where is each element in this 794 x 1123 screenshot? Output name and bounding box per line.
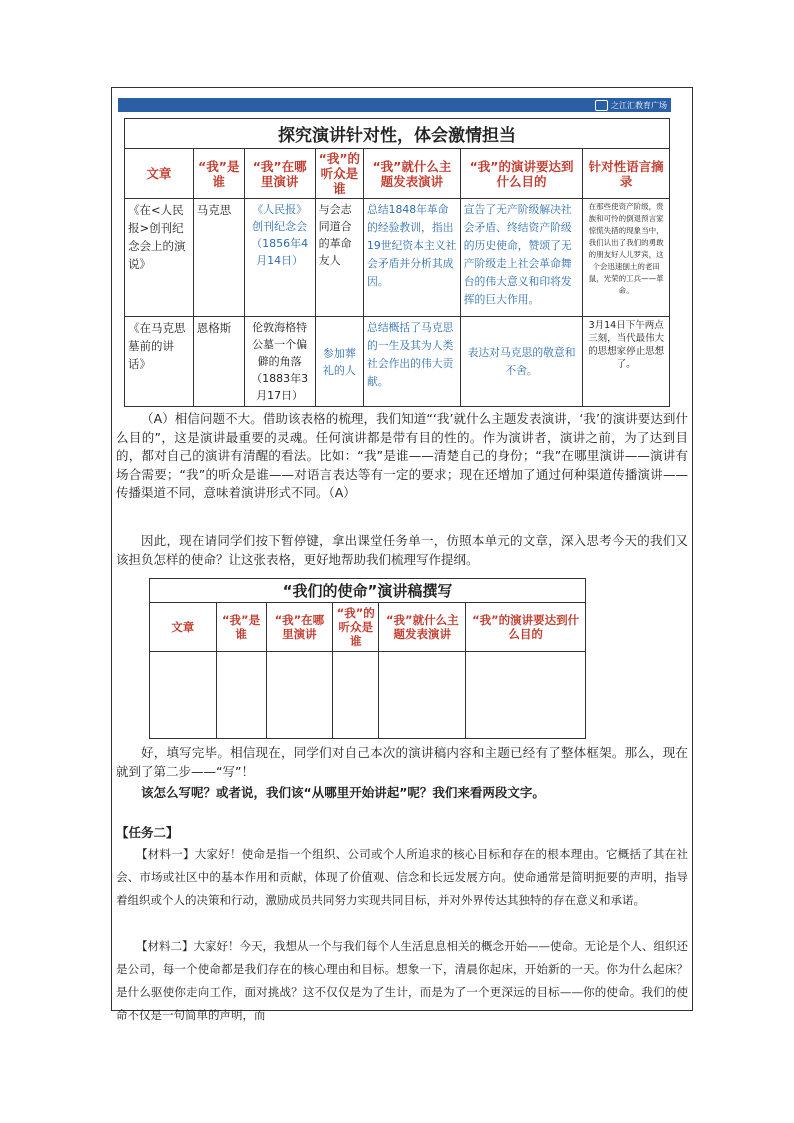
header-article: 文章 bbox=[125, 149, 194, 199]
blank-cell[interactable] bbox=[379, 652, 466, 739]
header-goal: “我”的演讲要达到什么目的 bbox=[466, 603, 586, 652]
task-title: 【任务二】 bbox=[116, 825, 179, 840]
blank-cell[interactable] bbox=[150, 652, 217, 739]
row2-article: 《在马克思墓前的讲话》 bbox=[125, 317, 194, 407]
blank-cell[interactable] bbox=[266, 652, 333, 739]
row2-quote: 3月14日下午两点三刻，当代最伟大的思想家停止思想了。 bbox=[583, 317, 670, 407]
row1-quote: 在那些使资产阶级，贵族和可怜的倒退预言家惊慌失措的现象当中，我们认出了我们的勇敢的朋友好人儿罗宾，这个会迅速刨土的老田鼠，光荣的工兵——革命。 bbox=[583, 199, 670, 317]
row2-goal: 表达对马克思的敬意和不舍。 bbox=[460, 317, 583, 407]
row1-article: 《在<人民报>创刊纪念会上的演说》 bbox=[125, 199, 194, 317]
material-two: 【材料二】大家好！今天，我想从一个与我们每个人生活息息相关的概念开始——使命。无论是个人、组织还是公司，每一个使命都是我们存在的核心理由和目标。想象一下，清晨你起床，开始新的一天。你为什么起床？是什么驱使你走向工作，面对挑战？这不仅仅是为了生计，而是为了一个更深远的目标——你的使命。我们的使命不仅是一句简单的声明，而 bbox=[116, 939, 688, 1022]
row1-theme: 总结1848年革命的经验教训，指出19世纪资本主义社会矛盾并分析其成因。 bbox=[364, 199, 461, 317]
header-who: “我”是谁 bbox=[193, 149, 244, 199]
paragraph-transition: 好，填写完毕。相信现在，同学们对自己本次的演讲稿内容和主题已经有了整体框架。那么，现在就到了第二步——“写”！ bbox=[116, 745, 688, 779]
row2-theme: 总结概括了马克思的一生及其为人类社会作出的伟大贡献。 bbox=[364, 317, 461, 407]
header-theme: “我”就什么主题发表演讲 bbox=[379, 603, 466, 652]
table-row bbox=[150, 652, 586, 739]
blank-cell[interactable] bbox=[216, 652, 266, 739]
paragraph-instruction: 因此，现在请同学们按下暂停键，拿出课堂任务单一，仿照本单元的文章，深入思考今天的我们又该担负怎样的使命？让这张表格，更好地帮助我们梳理写作提纲。 bbox=[116, 533, 688, 567]
row1-who: 马克思 bbox=[193, 199, 244, 317]
header-goal: “我”的演讲要达到什么目的 bbox=[460, 149, 583, 199]
header-where: “我”在哪里演讲 bbox=[244, 149, 315, 199]
blank-cell[interactable] bbox=[466, 652, 586, 739]
header-audience: “我”的听众是谁 bbox=[315, 149, 363, 199]
table-row bbox=[125, 317, 670, 407]
row1-goal: 宣告了无产阶级解决社会矛盾、终结资产阶级的历史使命，赞颂了无产阶级走上社会革命舞台的伟大意义和印将发挥的巨大作用。 bbox=[460, 199, 583, 317]
table-row bbox=[125, 199, 670, 317]
paragraph-analysis: （A）相信问题不大。借助该表格的梳理，我们知道“‘我’就什么主题发表演讲，‘我’的演讲要达到什么目的”，这是演讲最重要的灵魂。任何演讲都是带有目的性的。作为演讲者，演讲之前，为了达到目的，都对自己的演讲有清醒的看法。比如：“我”是谁——清楚自己的身份；“我”在哪里演讲——演讲有场合需要；“我”的听众是谁——对语言表达等有一定的要求；现在还增加了通过何种渠道传播演讲——传播渠道不同，意味着演讲形式不同。（A） bbox=[116, 411, 688, 500]
header-article: 文章 bbox=[150, 603, 217, 652]
header-quote: 针对性语言摘录 bbox=[583, 149, 670, 199]
table1-title: 探究演讲针对性，体会激情担当 bbox=[125, 119, 670, 149]
header-where: “我”在哪里演讲 bbox=[266, 603, 333, 652]
book-stack-icon bbox=[595, 100, 608, 111]
brand-name: 之江汇教育广场 bbox=[611, 100, 667, 110]
header-who: “我”是谁 bbox=[216, 603, 266, 652]
brand bbox=[595, 98, 667, 112]
header-audience: “我”的听众是谁 bbox=[333, 603, 379, 652]
header-theme: “我”就什么主题发表演讲 bbox=[364, 149, 461, 199]
row2-where: 伦敦海格特公墓一个偏僻的角落（1883年3月17日） bbox=[244, 317, 315, 407]
writing-table bbox=[149, 578, 586, 739]
header-banner bbox=[118, 98, 671, 112]
blank-cell[interactable] bbox=[333, 652, 379, 739]
material-one: 【材料一】大家好！使命是指一个组织、公司或个人所追求的核心目标和存在的根本理由。它概括了其在社会、市场或社区中的基本作用和贡献，体现了价值观、信念和长远发展方向。使命通常是简明扼要的声明，指导着组织或个人的决策和行动，激励成员共同努力实现共同目标，并对外界传达其独特的存在意义和承诺。 bbox=[116, 847, 688, 907]
row2-who: 恩格斯 bbox=[193, 317, 244, 407]
row2-audience: 参加葬礼的人 bbox=[315, 317, 363, 407]
row1-audience: 与会志同道合的革命友人 bbox=[315, 199, 363, 317]
table2-title: “我们的使命”演讲稿撰写 bbox=[150, 579, 586, 603]
analysis-table bbox=[124, 118, 670, 407]
row1-where: 《人民报》创刊纪念会（1856年4月14日） bbox=[244, 199, 315, 317]
paragraph-question: 该怎么写呢？或者说，我们该“从哪里开始讲起”呢？我们来看两段文字。 bbox=[141, 785, 545, 800]
